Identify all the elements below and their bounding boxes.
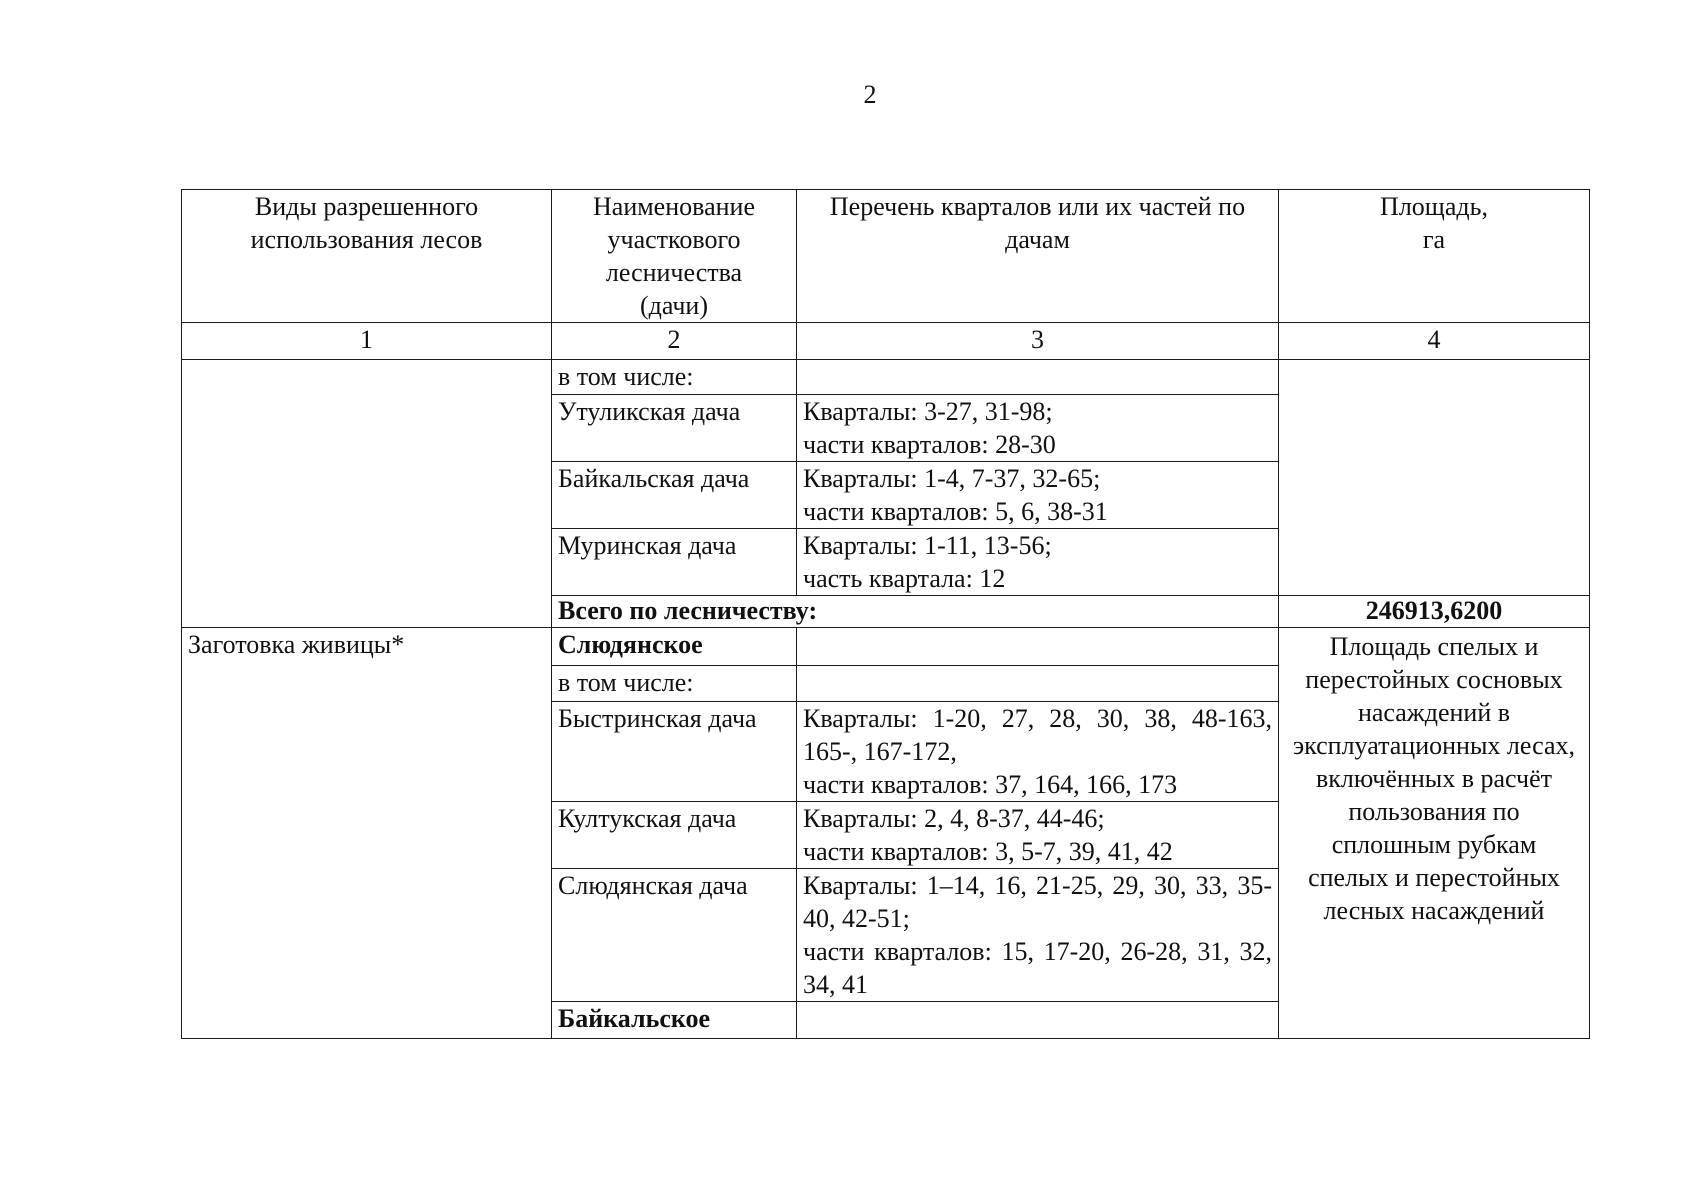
quarters-cell bbox=[797, 666, 1279, 702]
forestry-cell: в том числе: bbox=[552, 666, 797, 702]
page-number: 2 bbox=[863, 80, 877, 109]
column-number: 3 bbox=[797, 323, 1279, 360]
header-area: Площадь, га bbox=[1279, 190, 1590, 323]
quarters-cell: Кварталы: 1-4, 7-37, 32-65; части кварталов: 5, 6, 38-31 bbox=[797, 462, 1279, 529]
quarters-cell: Кварталы: 1-20, 27, 28, 30, 38, 48-163, 165-, 167-172, части кварталов: 37, 164, 166, 173 bbox=[797, 702, 1279, 802]
forestry-cell: в том числе: bbox=[552, 360, 797, 395]
total-area-value: 246913,6200 bbox=[1279, 596, 1590, 628]
table-header-row bbox=[182, 190, 1590, 323]
column-number: 2 bbox=[552, 323, 797, 360]
quarters-cell bbox=[797, 360, 1279, 395]
area-note-cell: Площадь спелых и перестойных сосновых насаждений в эксплуатационных лесах, включённых в расчёт пользования по сплошным рубкам спелых и перестойных лесных насаждений bbox=[1279, 628, 1590, 1039]
quarters-cell bbox=[797, 1002, 1279, 1039]
column-number: 1 bbox=[182, 323, 552, 360]
quarters-cell: Кварталы: 3-27, 31-98; части кварталов: 28-30 bbox=[797, 395, 1279, 462]
quarters-cell: Кварталы: 1-11, 13-56; часть квартала: 12 bbox=[797, 529, 1279, 596]
header-forest-use-types: Виды разрешенного использования лесов bbox=[182, 190, 552, 323]
forestry-cell: Муринская дача bbox=[552, 529, 797, 596]
column-number: 4 bbox=[1279, 323, 1590, 360]
column-number-row bbox=[182, 323, 1590, 360]
forest-use-type-cell: Заготовка живицы* bbox=[182, 628, 552, 1039]
quarters-cell bbox=[797, 628, 1279, 666]
forestry-cell: Быстринская дача bbox=[552, 702, 797, 802]
forestry-cell: Слюдянская дача bbox=[552, 869, 797, 1002]
area-cell bbox=[1279, 360, 1590, 596]
forestry-cell: Утуликская дача bbox=[552, 395, 797, 462]
forestry-cell: Култукская дача bbox=[552, 802, 797, 869]
forest-use-table bbox=[181, 189, 1590, 1039]
quarters-cell: Кварталы: 2, 4, 8-37, 44-46; части кварталов: 3, 5-7, 39, 41, 42 bbox=[797, 802, 1279, 869]
header-forestry-name: Наименование участкового лесничества (дачи) bbox=[552, 190, 797, 323]
forestry-name-cell: Байкальское bbox=[552, 1002, 797, 1039]
forestry-name-cell: Слюдянское bbox=[552, 628, 797, 666]
table-row bbox=[182, 628, 1590, 666]
forestry-cell: Байкальская дача bbox=[552, 462, 797, 529]
header-quarters-list: Перечень кварталов или их частей по дачам bbox=[797, 190, 1279, 323]
table-row bbox=[182, 360, 1590, 395]
quarters-cell: Кварталы: 1–14, 16, 21-25, 29, 30, 33, 35-40, 42-51; части кварталов: 15, 17-20, 26-28, 31, 32, 34, 41 bbox=[797, 869, 1279, 1002]
total-label: Всего по лесничеству: bbox=[552, 596, 1279, 628]
forest-use-type-cell bbox=[182, 360, 552, 628]
